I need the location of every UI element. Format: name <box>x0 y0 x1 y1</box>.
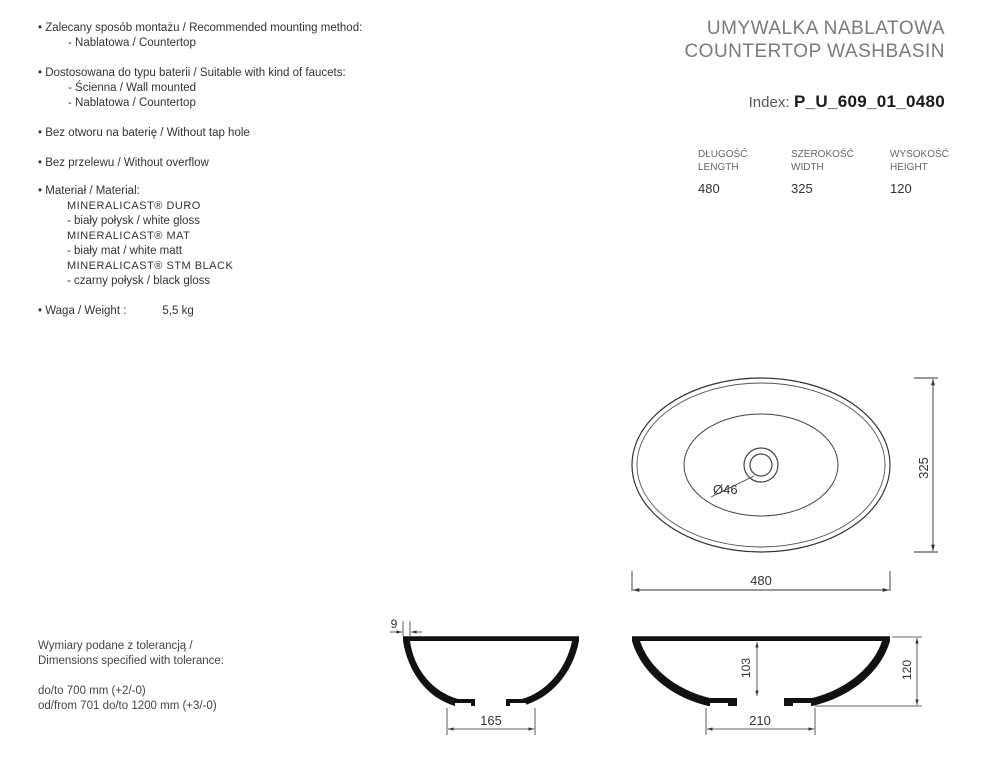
tolerance-line-1: Wymiary podane z tolerancją / <box>38 640 193 652</box>
front-view <box>632 637 922 735</box>
dim-length-pl: DŁUGOŚĆ <box>698 149 748 160</box>
dim-height-en: HEIGHT <box>890 162 928 173</box>
spec-faucets-item-2: - Nablatowa / Countertop <box>68 97 196 109</box>
drain-label: Ø46 <box>713 482 738 497</box>
basin-inner-rim <box>637 383 885 547</box>
spec-mounting-label: Zalecany sposób montażu / Recommended mounting method: <box>45 22 363 34</box>
spec-weight: • Waga / Weight : 5,5 kg <box>38 305 194 317</box>
front-foot-gap-left <box>710 703 728 707</box>
side-foot-gap-left <box>455 703 471 707</box>
dim-103-label: 103 <box>739 657 753 679</box>
spec-faucets: • Dostosowana do typu baterii / Suitable with kind of faucets: <box>38 67 346 79</box>
material-2-name: MINERALICAST® MAT <box>67 230 191 242</box>
title-line-2: COUNTERTOP WASHBASIN <box>684 41 945 62</box>
title-line-1: UMYWALKA NABLATOWA <box>706 18 945 39</box>
side-view <box>390 617 579 735</box>
index-value: P_U_609_01_0480 <box>793 92 945 111</box>
spec-material: • Materiał / Material: <box>38 185 140 197</box>
front-drain-gap <box>737 696 784 707</box>
material-1-name: MINERALICAST® DURO <box>67 200 201 212</box>
spec-mounting: • Zalecany sposób montażu / Recommended mounting method: <box>38 22 363 34</box>
material-3-desc: - czarny połysk / black gloss <box>67 275 211 287</box>
dim-480-label: 480 <box>750 573 772 588</box>
material-2-desc: - biały mat / white matt <box>67 245 183 257</box>
spec-taphole-label: Bez otworu na baterię / Without tap hole <box>45 127 250 139</box>
dim-length-en: LENGTH <box>698 162 739 173</box>
side-drain-gap <box>475 697 506 707</box>
dim-210-label: 210 <box>749 713 771 728</box>
spec-mounting-item: - Nablatowa / Countertop <box>68 37 196 49</box>
front-foot-gap-right <box>793 703 811 707</box>
material-3-name: MINERALICAST® STM BLACK <box>67 260 234 272</box>
tolerance-line-3: do/to 700 mm (+2/-0) <box>38 685 146 697</box>
spec-taphole: • Bez otworu na baterię / Without tap hole <box>38 127 250 139</box>
side-foot-gap-right <box>510 703 526 707</box>
dim-120-label: 120 <box>900 659 914 681</box>
dim-height-pl: WYSOKOŚĆ <box>890 149 949 160</box>
spec-weight-value: 5,5 kg <box>162 305 194 317</box>
basin-bowl <box>684 414 838 516</box>
spec-overflow: • Bez przelewu / Without overflow <box>38 157 209 169</box>
dim-width-value: 325 <box>791 181 813 196</box>
dim-width-pl: SZEROKOŚĆ <box>791 149 854 160</box>
dim-height-value: 120 <box>890 181 912 196</box>
tolerance-line-2: Dimensions specified with tolerance: <box>38 655 225 667</box>
index-label: Index: <box>748 94 790 111</box>
basin-outer-rim <box>632 378 890 552</box>
material-1-desc: - biały połysk / white gloss <box>67 215 200 227</box>
drain-outer <box>744 448 778 482</box>
dim-165-label: 165 <box>480 713 502 728</box>
dim-length-value: 480 <box>698 181 720 196</box>
spec-faucets-label: Dostosowana do typu baterii / Suitable with kind of faucets: <box>45 67 346 79</box>
dim-width-en: WIDTH <box>791 162 824 173</box>
dim-9-label: 9 <box>390 617 398 631</box>
spec-faucets-item-1: - Ścienna / Wall mounted <box>68 82 197 94</box>
spec-overflow-label: Bez przelewu / Without overflow <box>45 157 209 169</box>
drain-inner <box>750 454 772 476</box>
tolerance-line-4: od/from 701 do/to 1200 mm (+3/-0) <box>38 700 217 712</box>
spec-weight-label: Waga / Weight : <box>45 305 127 317</box>
dim-325-label: 325 <box>916 457 931 479</box>
spec-material-label: Materiał / Material: <box>45 185 140 197</box>
top-view <box>632 378 938 591</box>
